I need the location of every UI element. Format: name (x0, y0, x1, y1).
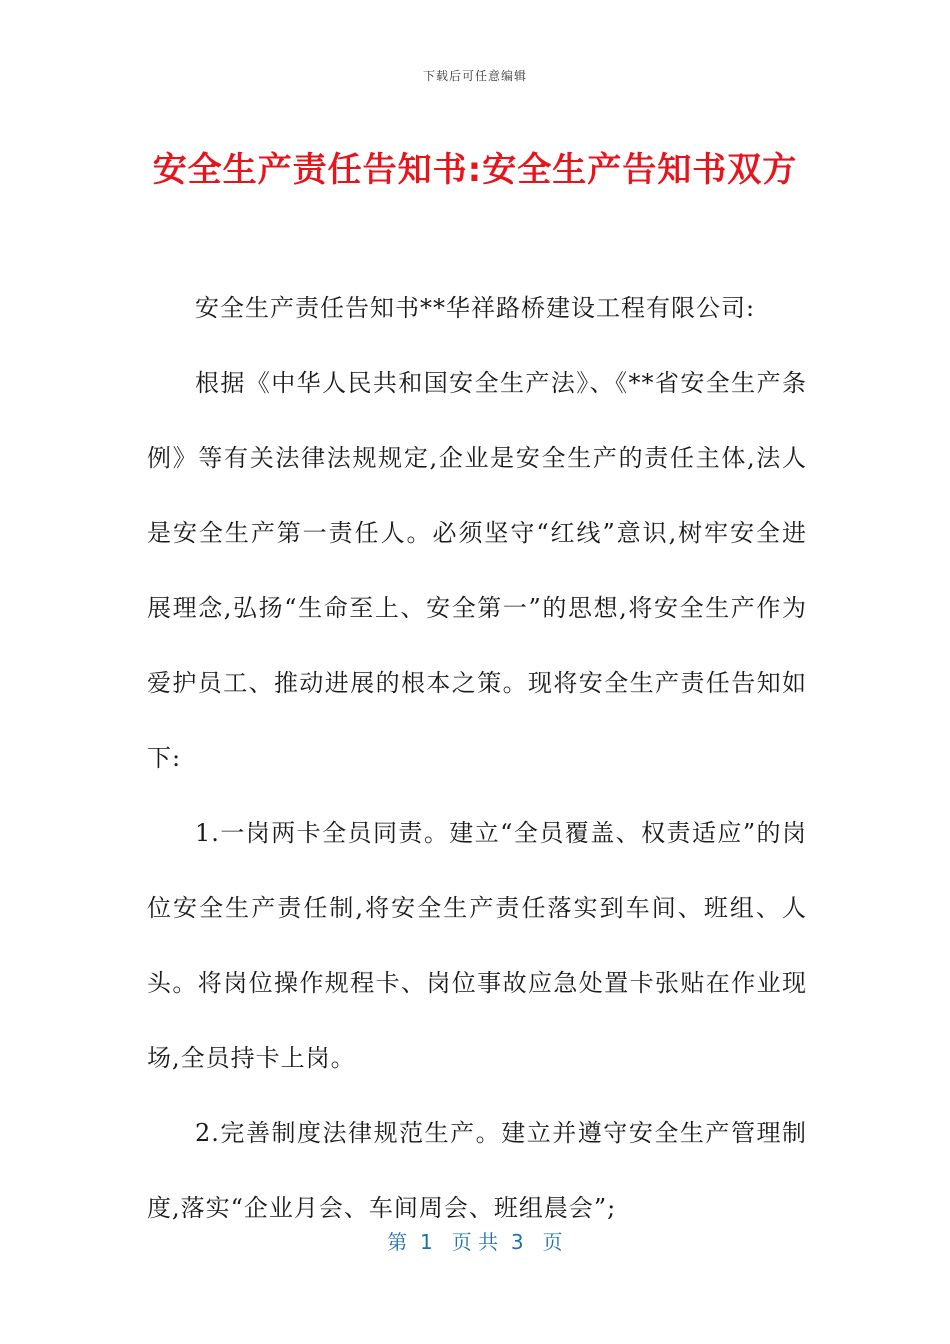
paragraph-intro: 根据《中华人民共和国安全生产法》、《**省安全生产条例》等有关法律法规规定,企业是安全生产的责任主体,法人是安全生产第一责任人。必须坚守“红线”意识,树牢安全进展理念,弘扬“生命至上、安全第一”的思想,将安全生产作为爱护员工、推动进展的根本之策。现将安全生产责任告知如下: (147, 369, 807, 772)
paragraph-item-2: 2.完善制度法律规范生产。建立并遵守安全生产管理制度,落实“企业月会、车间周会、班组晨会”; (147, 1119, 807, 1222)
document-title: 安全生产责任告知书:安全生产告知书双方 (152, 150, 798, 190)
header-note: 下载后可任意编辑 (422, 69, 527, 83)
paragraph-item-1: 1.一岗两卡全员同责。建立“全员覆盖、权责适应”的岗位安全生产责任制,将安全生产责任落实到车间、班组、人头。将岗位操作规程卡、岗位事故应急处置卡张贴在作业现场,全员持卡上岗。 (147, 819, 807, 1072)
page-number: 第 1 页 共 3 页 (387, 1230, 563, 1254)
document-body (147, 271, 807, 1246)
paragraph-salutation: 安全生产责任告知书**华祥路桥建设工程有限公司: (195, 294, 756, 322)
